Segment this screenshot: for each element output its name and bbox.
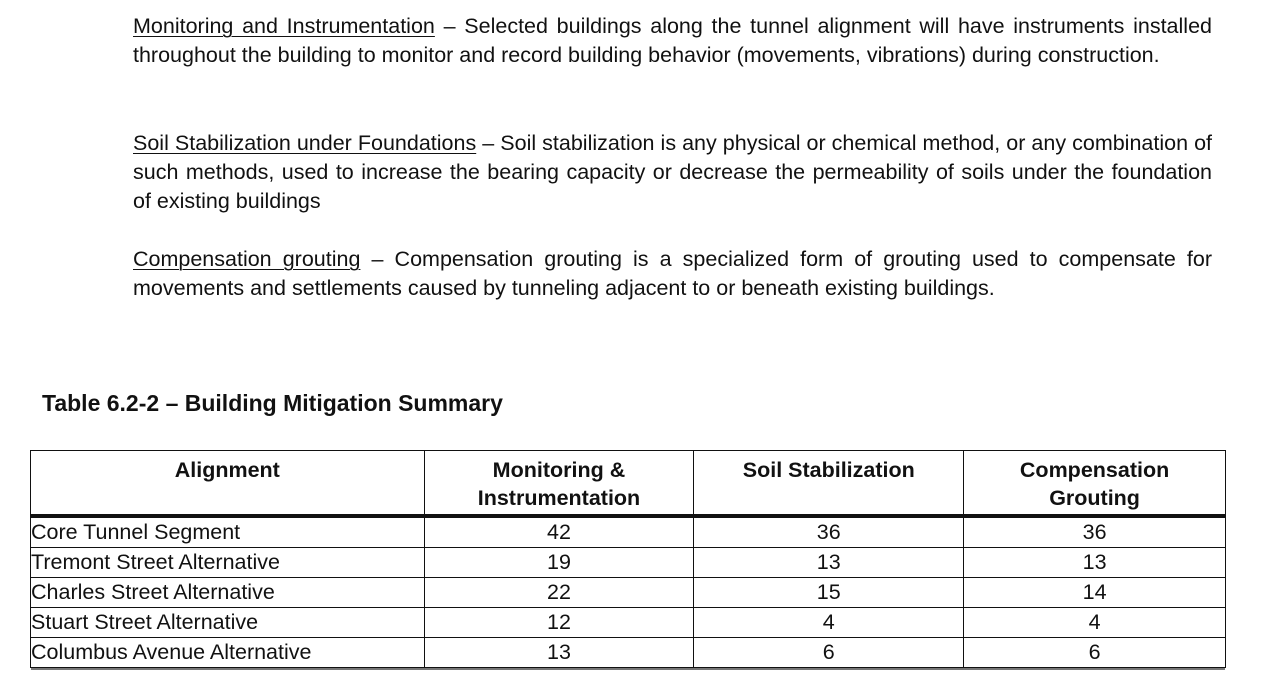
header-compensation-grouting [964, 451, 1226, 517]
table-row [31, 578, 1226, 608]
cell-soil: 13 [694, 548, 964, 578]
header-alignment [31, 451, 425, 517]
cell-monitoring: 22 [424, 578, 694, 608]
cell-alignment: Core Tunnel Segment [31, 516, 425, 548]
table-header-row [31, 451, 1226, 517]
cell-compensation: 36 [964, 516, 1226, 548]
header-monitoring-line1: Monitoring & [492, 458, 626, 482]
cell-monitoring: 42 [424, 516, 694, 548]
definition-monitoring-instrumentation: Selected buildings along the tunnel alignment will have instruments installed throughout the building to monitor and record building behavior (movements, vibrations) during construction. [133, 14, 1212, 67]
table-row [31, 608, 1226, 638]
dash: – [443, 14, 456, 38]
paragraph-soil-stabilization [133, 129, 1212, 216]
dash: – [482, 131, 495, 155]
cell-compensation: 4 [964, 608, 1226, 638]
term-compensation-grouting: Compensation grouting [133, 247, 361, 271]
cell-compensation: 13 [964, 548, 1226, 578]
cell-compensation: 14 [964, 578, 1226, 608]
term-soil-stabilization: Soil Stabilization under Foundations [133, 131, 477, 155]
header-soil-label: Soil Stabilization [742, 458, 915, 482]
cell-soil: 36 [694, 516, 964, 548]
cell-alignment: Columbus Avenue Alternative [31, 638, 425, 668]
cell-soil: 4 [694, 608, 964, 638]
definition-compensation-grouting: Compensation grouting is a specialized form of grouting used to compensate for movements and settlements caused by tunneling adjacent to or beneath existing buildings. [133, 247, 1212, 300]
header-compensation-line1: Compensation [1019, 458, 1170, 482]
table-row [31, 548, 1226, 578]
cell-monitoring: 13 [424, 638, 694, 668]
term-monitoring-instrumentation: Monitoring and Instrumentation [133, 14, 435, 38]
header-monitoring-instrumentation [424, 451, 694, 517]
cell-monitoring: 19 [424, 548, 694, 578]
cell-alignment: Stuart Street Alternative [31, 608, 425, 638]
header-alignment-label: Alignment [174, 458, 280, 482]
definition-soil-stabilization: Soil stabilization is any physical or chemical method, or any combination of such methods, used to increase the bearing capacity or decrease the permeability of soils under the foundation of existing buildings [133, 131, 1213, 213]
cell-soil: 6 [694, 638, 964, 668]
header-soil-stabilization [694, 451, 964, 517]
cell-alignment: Charles Street Alternative [31, 578, 425, 608]
table-row [31, 516, 1226, 548]
paragraph-monitoring-instrumentation [133, 12, 1212, 70]
mitigation-summary-table [30, 450, 1226, 668]
table-title: Table 6.2-2 – Building Mitigation Summary [42, 390, 503, 416]
cell-monitoring: 12 [424, 608, 694, 638]
cell-soil: 15 [694, 578, 964, 608]
paragraph-compensation-grouting [133, 245, 1212, 303]
header-monitoring-line2: Instrumentation [477, 486, 641, 510]
header-compensation-line2: Grouting [1049, 486, 1140, 510]
table-row [31, 638, 1226, 668]
cell-alignment: Tremont Street Alternative [31, 548, 425, 578]
dash: – [371, 247, 384, 271]
cell-compensation: 6 [964, 638, 1226, 668]
